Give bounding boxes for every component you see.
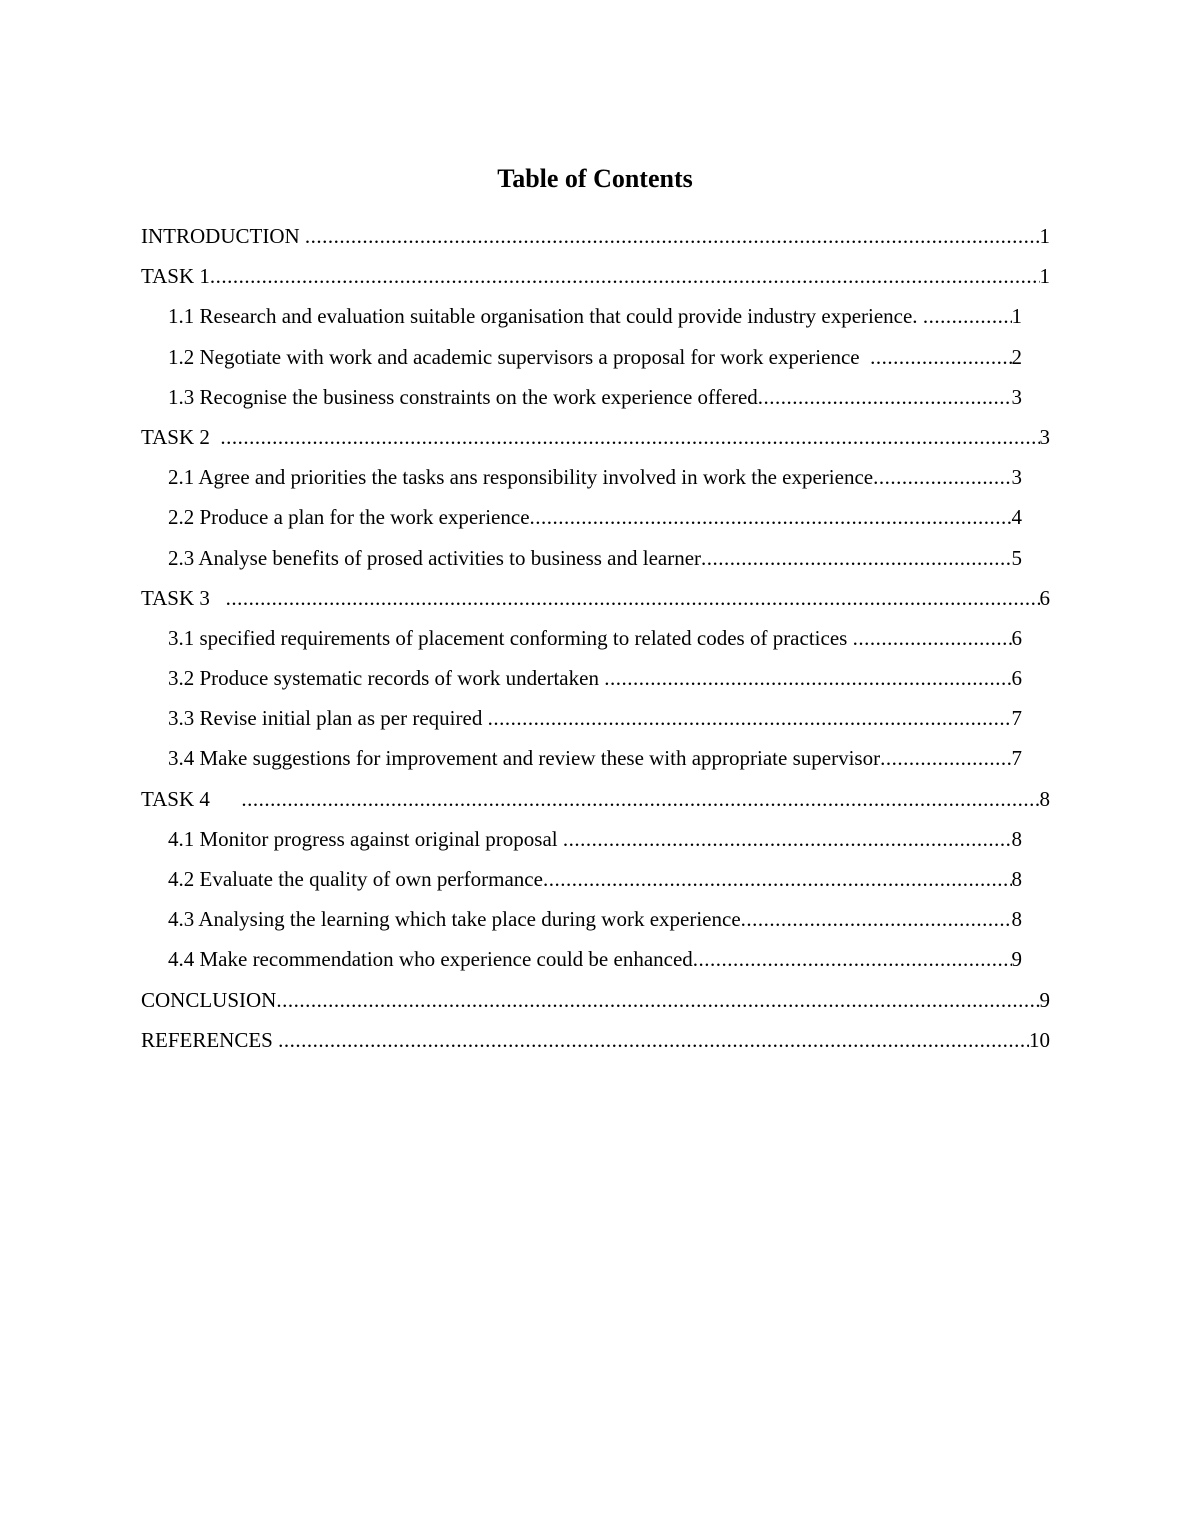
toc-page-number: 5 bbox=[1011, 545, 1022, 570]
toc-page-number: 7 bbox=[1011, 706, 1022, 731]
toc-page-number: 8 bbox=[1039, 786, 1050, 811]
toc-entry-2-1[interactable] bbox=[141, 461, 1022, 501]
toc-page-number: 8 bbox=[1011, 826, 1022, 851]
toc-entry-introduction[interactable] bbox=[141, 220, 1050, 260]
toc-dot-leader bbox=[241, 783, 1039, 815]
toc-entry-label: 2.1 Agree and priorities the tasks ans responsibility involved in work the experience bbox=[168, 465, 874, 490]
toc-title: Table of Contents bbox=[497, 164, 693, 193]
toc-entry-label: 3.1 specified requirements of placement conforming to related codes of practices bbox=[168, 625, 853, 650]
toc-page-number: 4 bbox=[1011, 505, 1022, 530]
toc-entry-label: 2.2 Produce a plan for the work experience bbox=[168, 505, 530, 530]
toc-page-number: 6 bbox=[1011, 625, 1022, 650]
toc-page-number: 9 bbox=[1039, 987, 1050, 1012]
toc-entry-2-2[interactable] bbox=[141, 501, 1022, 541]
toc-entry-label: TASK 3 bbox=[141, 585, 226, 610]
toc-entry-1-1[interactable] bbox=[141, 300, 1022, 340]
toc-dot-leader bbox=[278, 1024, 1029, 1056]
toc-entry-1-2[interactable] bbox=[141, 341, 1022, 381]
toc-dot-leader bbox=[693, 943, 1012, 975]
toc-dot-leader bbox=[276, 984, 1039, 1016]
toc-entry-label: 1.2 Negotiate with work and academic supervisors a proposal for work experience bbox=[168, 344, 871, 369]
toc-entry-3-3[interactable] bbox=[141, 702, 1022, 742]
toc-entry-task-2[interactable] bbox=[141, 421, 1050, 461]
toc-dot-leader bbox=[741, 903, 1012, 935]
toc-entry-label: 3.3 Revise initial plan as per required bbox=[168, 706, 488, 731]
toc-page-number: 8 bbox=[1011, 867, 1022, 891]
toc-entry-label: 4.1 Monitor progress against original proposal bbox=[168, 826, 563, 851]
toc-page-number: 2 bbox=[1011, 344, 1022, 369]
toc-dot-leader bbox=[701, 542, 1011, 574]
toc-page-number: 1 bbox=[1039, 264, 1050, 289]
toc-entry-label: TASK 2 bbox=[141, 424, 221, 449]
toc-entry-3-1[interactable] bbox=[141, 622, 1022, 662]
toc-dot-leader bbox=[305, 220, 1040, 252]
toc-entry-label: REFERENCES bbox=[141, 1027, 279, 1052]
toc-entry-4-4[interactable] bbox=[141, 943, 1022, 983]
toc-entry-label: 1.3 Recognise the business constraints on the work experience offered bbox=[168, 384, 758, 409]
toc-page-number: 1 bbox=[1039, 224, 1050, 248]
toc-entry-2-3[interactable] bbox=[141, 542, 1022, 582]
toc-dot-leader bbox=[873, 461, 1011, 493]
toc-list bbox=[141, 220, 1050, 1064]
toc-entry-label: TASK 4 bbox=[141, 786, 242, 811]
toc-dot-leader bbox=[543, 863, 1012, 895]
toc-entry-3-2[interactable] bbox=[141, 662, 1022, 702]
toc-entry-label: 4.2 Evaluate the quality of own performance bbox=[168, 867, 543, 891]
toc-page-number: 6 bbox=[1011, 666, 1022, 691]
toc-entry-task-3[interactable] bbox=[141, 582, 1050, 622]
toc-entry-label: 1.1 Research and evaluation suitable organisation that could provide industry experience. bbox=[168, 304, 923, 329]
toc-page-number: 10 bbox=[1029, 1027, 1050, 1052]
toc-entry-task-1[interactable] bbox=[141, 260, 1050, 300]
toc-page-number: 8 bbox=[1011, 907, 1022, 932]
toc-page-number: 1 bbox=[1011, 304, 1022, 329]
toc-entry-1-3[interactable] bbox=[141, 381, 1022, 421]
toc-dot-leader bbox=[923, 300, 1012, 332]
toc-entry-4-2[interactable] bbox=[141, 863, 1022, 903]
toc-entry-3-4[interactable] bbox=[141, 742, 1022, 782]
toc-page-number: 7 bbox=[1011, 746, 1022, 771]
toc-entry-label: 3.4 Make suggestions for improvement and review these with appropriate supervisor bbox=[168, 746, 881, 771]
toc-page-number: 9 bbox=[1011, 947, 1022, 972]
toc-entry-conclusion[interactable] bbox=[141, 984, 1050, 1024]
toc-dot-leader bbox=[563, 823, 1012, 855]
toc-dot-leader bbox=[880, 742, 1011, 774]
toc-dot-leader bbox=[220, 421, 1039, 453]
toc-entry-label: 4.3 Analysing the learning which take place during work experience bbox=[168, 907, 741, 932]
toc-entry-label: 3.2 Produce systematic records of work undertaken bbox=[168, 666, 605, 691]
toc-entry-references[interactable] bbox=[141, 1024, 1050, 1064]
toc-dot-leader bbox=[530, 501, 1012, 533]
toc-dot-leader bbox=[853, 622, 1012, 654]
toc-dot-leader bbox=[226, 582, 1040, 614]
toc-page-number: 6 bbox=[1039, 585, 1050, 610]
toc-dot-leader bbox=[758, 381, 1012, 413]
toc-dot-leader bbox=[210, 260, 1040, 292]
toc-entry-label: 2.3 Analyse benefits of prosed activities to business and learner bbox=[168, 545, 702, 570]
toc-entry-label: TASK 1 bbox=[141, 264, 210, 289]
toc-dot-leader bbox=[488, 702, 1012, 734]
toc-dot-leader bbox=[870, 341, 1011, 373]
toc-entry-4-1[interactable] bbox=[141, 823, 1022, 863]
toc-page-number: 3 bbox=[1011, 465, 1022, 490]
toc-entry-4-3[interactable] bbox=[141, 903, 1022, 943]
toc-entry-task-4[interactable] bbox=[141, 783, 1050, 823]
toc-dot-leader bbox=[604, 662, 1011, 694]
toc-entry-label: 4.4 Make recommendation who experience could be enhanced bbox=[168, 947, 693, 972]
toc-entry-label: INTRODUCTION bbox=[141, 224, 305, 248]
toc-page-number: 3 bbox=[1039, 424, 1050, 449]
toc-entry-label: CONCLUSION bbox=[141, 987, 277, 1012]
toc-page-number: 3 bbox=[1011, 384, 1022, 409]
